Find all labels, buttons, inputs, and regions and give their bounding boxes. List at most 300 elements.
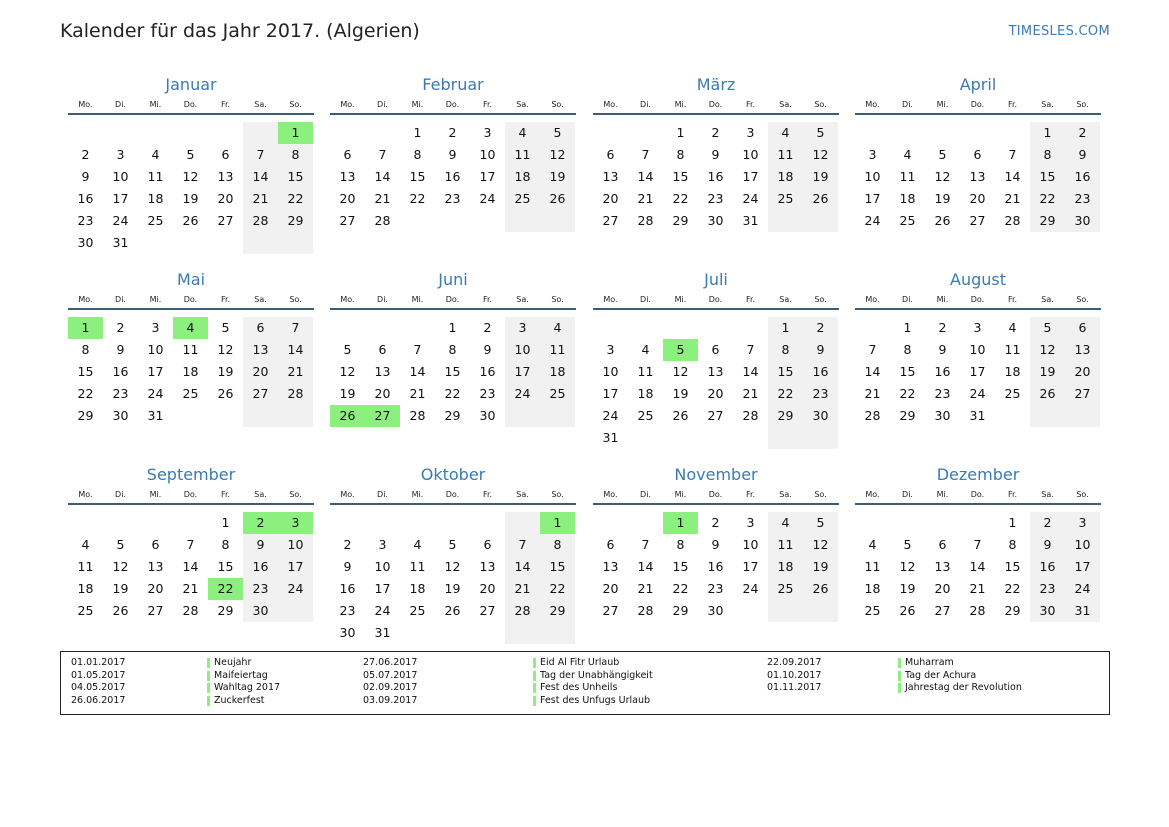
holiday-day-cell[interactable]: 3: [278, 512, 313, 534]
day-cell[interactable]: 15: [77, 364, 94, 379]
day-cell[interactable]: 10: [505, 339, 540, 361]
day-cell[interactable]: 12: [934, 169, 951, 184]
day-cell[interactable]: 12: [672, 364, 689, 379]
day-cell[interactable]: 18: [540, 361, 575, 383]
day-cell[interactable]: 19: [540, 166, 575, 188]
day-cell[interactable]: 19: [444, 581, 461, 596]
day-cell[interactable]: 13: [1065, 339, 1100, 361]
day-cell[interactable]: 28: [505, 600, 540, 622]
day-cell[interactable]: 16: [707, 559, 724, 574]
day-cell[interactable]: 27: [147, 603, 164, 618]
day-cell[interactable]: 17: [969, 364, 986, 379]
day-cell[interactable]: 7: [868, 342, 877, 357]
day-cell[interactable]: 15: [409, 169, 426, 184]
day-cell[interactable]: 3: [1065, 512, 1100, 534]
day-cell[interactable]: 29: [217, 603, 234, 618]
day-cell[interactable]: 26: [934, 213, 951, 228]
day-cell[interactable]: 28: [637, 603, 654, 618]
day-cell[interactable]: 6: [378, 342, 387, 357]
day-cell[interactable]: 22: [278, 188, 313, 210]
day-cell[interactable]: 23: [707, 581, 724, 596]
day-cell[interactable]: 2: [1065, 122, 1100, 144]
day-cell[interactable]: 19: [803, 556, 838, 578]
day-cell[interactable]: 10: [112, 169, 129, 184]
day-cell[interactable]: 17: [742, 169, 759, 184]
day-cell[interactable]: 5: [448, 537, 457, 552]
day-cell[interactable]: 4: [81, 537, 90, 552]
day-cell[interactable]: 17: [864, 191, 881, 206]
day-cell[interactable]: 7: [243, 144, 278, 166]
day-cell[interactable]: 4: [151, 147, 160, 162]
day-cell[interactable]: 2: [711, 515, 720, 530]
day-cell[interactable]: 25: [899, 213, 916, 228]
day-cell[interactable]: 16: [243, 556, 278, 578]
day-cell[interactable]: 7: [378, 147, 387, 162]
day-cell[interactable]: 19: [217, 364, 234, 379]
day-cell[interactable]: 16: [479, 364, 496, 379]
day-cell[interactable]: 4: [641, 342, 650, 357]
day-cell[interactable]: 8: [448, 342, 457, 357]
day-cell[interactable]: 31: [112, 235, 129, 250]
day-cell[interactable]: 4: [1008, 320, 1017, 335]
day-cell[interactable]: 29: [77, 408, 94, 423]
day-cell[interactable]: 21: [374, 191, 391, 206]
day-cell[interactable]: 6: [711, 342, 720, 357]
day-cell[interactable]: 9: [711, 147, 720, 162]
holiday-day-cell[interactable]: 26: [330, 405, 365, 427]
day-cell[interactable]: 20: [1065, 361, 1100, 383]
day-cell[interactable]: 23: [707, 191, 724, 206]
day-cell[interactable]: 2: [711, 125, 720, 140]
day-cell[interactable]: 21: [864, 386, 881, 401]
day-cell[interactable]: 10: [1065, 534, 1100, 556]
day-cell[interactable]: 12: [444, 559, 461, 574]
day-cell[interactable]: 22: [1030, 188, 1065, 210]
day-cell[interactable]: 22: [768, 383, 803, 405]
day-cell[interactable]: 28: [742, 408, 759, 423]
day-cell[interactable]: 18: [768, 556, 803, 578]
day-cell[interactable]: 23: [77, 213, 94, 228]
day-cell[interactable]: 28: [243, 210, 278, 232]
day-cell[interactable]: 1: [448, 320, 457, 335]
day-cell[interactable]: 22: [444, 386, 461, 401]
day-cell[interactable]: 4: [903, 147, 912, 162]
day-cell[interactable]: 31: [1065, 600, 1100, 622]
day-cell[interactable]: 15: [1030, 166, 1065, 188]
day-cell[interactable]: 5: [343, 342, 352, 357]
day-cell[interactable]: 1: [1008, 515, 1017, 530]
day-cell[interactable]: 5: [1030, 317, 1065, 339]
day-cell[interactable]: 15: [672, 559, 689, 574]
day-cell[interactable]: 15: [672, 169, 689, 184]
day-cell[interactable]: 29: [278, 210, 313, 232]
day-cell[interactable]: 6: [973, 147, 982, 162]
day-cell[interactable]: 10: [602, 364, 619, 379]
day-cell[interactable]: 10: [147, 342, 164, 357]
day-cell[interactable]: 30: [339, 625, 356, 640]
day-cell[interactable]: 29: [444, 408, 461, 423]
day-cell[interactable]: 14: [409, 364, 426, 379]
day-cell[interactable]: 1: [903, 320, 912, 335]
day-cell[interactable]: 9: [803, 339, 838, 361]
day-cell[interactable]: 17: [147, 364, 164, 379]
day-cell[interactable]: 2: [116, 320, 125, 335]
day-cell[interactable]: 29: [1004, 603, 1021, 618]
day-cell[interactable]: 13: [602, 169, 619, 184]
day-cell[interactable]: 8: [903, 342, 912, 357]
day-cell[interactable]: 12: [339, 364, 356, 379]
holiday-day-cell[interactable]: 2: [243, 512, 278, 534]
holiday-day-cell[interactable]: 27: [365, 405, 400, 427]
day-cell[interactable]: 14: [637, 559, 654, 574]
day-cell[interactable]: 18: [409, 581, 426, 596]
day-cell[interactable]: 11: [768, 534, 803, 556]
day-cell[interactable]: 15: [278, 166, 313, 188]
day-cell[interactable]: 5: [803, 512, 838, 534]
day-cell[interactable]: 11: [864, 559, 881, 574]
day-cell[interactable]: 9: [81, 169, 90, 184]
day-cell[interactable]: 10: [742, 147, 759, 162]
day-cell[interactable]: 14: [637, 169, 654, 184]
day-cell[interactable]: 15: [540, 556, 575, 578]
day-cell[interactable]: 25: [637, 408, 654, 423]
day-cell[interactable]: 7: [505, 534, 540, 556]
day-cell[interactable]: 27: [217, 213, 234, 228]
day-cell[interactable]: 23: [934, 386, 951, 401]
day-cell[interactable]: 22: [899, 386, 916, 401]
day-cell[interactable]: 2: [448, 125, 457, 140]
day-cell[interactable]: 5: [540, 122, 575, 144]
day-cell[interactable]: 23: [803, 383, 838, 405]
day-cell[interactable]: 3: [378, 537, 387, 552]
day-cell[interactable]: 20: [339, 191, 356, 206]
day-cell[interactable]: 15: [217, 559, 234, 574]
day-cell[interactable]: 12: [803, 144, 838, 166]
day-cell[interactable]: 29: [672, 603, 689, 618]
day-cell[interactable]: 21: [182, 581, 199, 596]
day-cell[interactable]: 30: [1065, 210, 1100, 232]
day-cell[interactable]: 6: [151, 537, 160, 552]
day-cell[interactable]: 20: [707, 386, 724, 401]
day-cell[interactable]: 25: [768, 188, 803, 210]
day-cell[interactable]: 30: [479, 408, 496, 423]
day-cell[interactable]: 7: [641, 537, 650, 552]
day-cell[interactable]: 5: [938, 147, 947, 162]
day-cell[interactable]: 18: [505, 166, 540, 188]
day-cell[interactable]: 7: [641, 147, 650, 162]
day-cell[interactable]: 12: [217, 342, 234, 357]
day-cell[interactable]: 2: [343, 537, 352, 552]
holiday-day-cell[interactable]: 4: [173, 317, 208, 339]
day-cell[interactable]: 22: [540, 578, 575, 600]
day-cell[interactable]: 5: [221, 320, 230, 335]
day-cell[interactable]: 6: [243, 317, 278, 339]
day-cell[interactable]: 12: [182, 169, 199, 184]
day-cell[interactable]: 13: [339, 169, 356, 184]
day-cell[interactable]: 18: [637, 386, 654, 401]
day-cell[interactable]: 24: [742, 581, 759, 596]
day-cell[interactable]: 6: [483, 537, 492, 552]
day-cell[interactable]: 16: [934, 364, 951, 379]
day-cell[interactable]: 29: [899, 408, 916, 423]
day-cell[interactable]: 17: [278, 556, 313, 578]
day-cell[interactable]: 10: [864, 169, 881, 184]
day-cell[interactable]: 16: [803, 361, 838, 383]
brand-link[interactable]: TIMESLES.COM: [1008, 24, 1110, 39]
day-cell[interactable]: 30: [707, 603, 724, 618]
day-cell[interactable]: 12: [112, 559, 129, 574]
day-cell[interactable]: 29: [672, 213, 689, 228]
day-cell[interactable]: 12: [899, 559, 916, 574]
day-cell[interactable]: 20: [374, 386, 391, 401]
day-cell[interactable]: 22: [672, 191, 689, 206]
day-cell[interactable]: 25: [182, 386, 199, 401]
day-cell[interactable]: 30: [1030, 600, 1065, 622]
day-cell[interactable]: 4: [768, 512, 803, 534]
day-cell[interactable]: 26: [182, 213, 199, 228]
day-cell[interactable]: 10: [374, 559, 391, 574]
day-cell[interactable]: 26: [1030, 383, 1065, 405]
day-cell[interactable]: 31: [374, 625, 391, 640]
day-cell[interactable]: 25: [540, 383, 575, 405]
day-cell[interactable]: 1: [221, 515, 230, 530]
day-cell[interactable]: 8: [676, 147, 685, 162]
day-cell[interactable]: 14: [374, 169, 391, 184]
day-cell[interactable]: 6: [1065, 317, 1100, 339]
day-cell[interactable]: 29: [768, 405, 803, 427]
day-cell[interactable]: 26: [672, 408, 689, 423]
day-cell[interactable]: 11: [899, 169, 916, 184]
day-cell[interactable]: 29: [1030, 210, 1065, 232]
day-cell[interactable]: 9: [448, 147, 457, 162]
day-cell[interactable]: 21: [505, 578, 540, 600]
day-cell[interactable]: 24: [479, 191, 496, 206]
day-cell[interactable]: 3: [151, 320, 160, 335]
holiday-day-cell[interactable]: 1: [278, 122, 313, 144]
day-cell[interactable]: 8: [676, 537, 685, 552]
day-cell[interactable]: 28: [637, 213, 654, 228]
day-cell[interactable]: 21: [278, 361, 313, 383]
day-cell[interactable]: 25: [147, 213, 164, 228]
day-cell[interactable]: 13: [147, 559, 164, 574]
holiday-day-cell[interactable]: 5: [663, 339, 698, 361]
day-cell[interactable]: 3: [746, 515, 755, 530]
day-cell[interactable]: 12: [1030, 339, 1065, 361]
day-cell[interactable]: 19: [339, 386, 356, 401]
day-cell[interactable]: 15: [444, 364, 461, 379]
day-cell[interactable]: 7: [186, 537, 195, 552]
day-cell[interactable]: 20: [602, 191, 619, 206]
day-cell[interactable]: 31: [969, 408, 986, 423]
day-cell[interactable]: 21: [637, 581, 654, 596]
day-cell[interactable]: 24: [742, 191, 759, 206]
day-cell[interactable]: 8: [1030, 144, 1065, 166]
day-cell[interactable]: 13: [707, 364, 724, 379]
day-cell[interactable]: 8: [81, 342, 90, 357]
day-cell[interactable]: 23: [479, 386, 496, 401]
day-cell[interactable]: 21: [742, 386, 759, 401]
day-cell[interactable]: 4: [413, 537, 422, 552]
day-cell[interactable]: 10: [278, 534, 313, 556]
day-cell[interactable]: 16: [112, 364, 129, 379]
day-cell[interactable]: 13: [479, 559, 496, 574]
day-cell[interactable]: 17: [602, 386, 619, 401]
day-cell[interactable]: 3: [116, 147, 125, 162]
day-cell[interactable]: 19: [112, 581, 129, 596]
day-cell[interactable]: 20: [479, 581, 496, 596]
day-cell[interactable]: 6: [606, 537, 615, 552]
day-cell[interactable]: 9: [243, 534, 278, 556]
day-cell[interactable]: 13: [969, 169, 986, 184]
day-cell[interactable]: 7: [973, 537, 982, 552]
day-cell[interactable]: 5: [803, 122, 838, 144]
day-cell[interactable]: 26: [112, 603, 129, 618]
day-cell[interactable]: 18: [768, 166, 803, 188]
day-cell[interactable]: 5: [186, 147, 195, 162]
day-cell[interactable]: 4: [868, 537, 877, 552]
day-cell[interactable]: 18: [899, 191, 916, 206]
day-cell[interactable]: 14: [505, 556, 540, 578]
day-cell[interactable]: 27: [934, 603, 951, 618]
day-cell[interactable]: 12: [540, 144, 575, 166]
day-cell[interactable]: 15: [1004, 559, 1021, 574]
day-cell[interactable]: 24: [602, 408, 619, 423]
day-cell[interactable]: 11: [77, 559, 94, 574]
day-cell[interactable]: 22: [672, 581, 689, 596]
day-cell[interactable]: 13: [602, 559, 619, 574]
holiday-day-cell[interactable]: 1: [663, 512, 698, 534]
day-cell[interactable]: 19: [899, 581, 916, 596]
day-cell[interactable]: 28: [278, 383, 313, 405]
day-cell[interactable]: 25: [768, 578, 803, 600]
day-cell[interactable]: 30: [77, 235, 94, 250]
day-cell[interactable]: 30: [803, 405, 838, 427]
day-cell[interactable]: 7: [278, 317, 313, 339]
day-cell[interactable]: 26: [540, 188, 575, 210]
day-cell[interactable]: 13: [217, 169, 234, 184]
day-cell[interactable]: 1: [768, 317, 803, 339]
day-cell[interactable]: 17: [479, 169, 496, 184]
day-cell[interactable]: 4: [540, 317, 575, 339]
day-cell[interactable]: 30: [112, 408, 129, 423]
day-cell[interactable]: 1: [413, 125, 422, 140]
day-cell[interactable]: 8: [221, 537, 230, 552]
day-cell[interactable]: 2: [81, 147, 90, 162]
day-cell[interactable]: 9: [711, 537, 720, 552]
day-cell[interactable]: 14: [969, 559, 986, 574]
day-cell[interactable]: 28: [374, 213, 391, 228]
day-cell[interactable]: 20: [243, 361, 278, 383]
day-cell[interactable]: 11: [147, 169, 164, 184]
day-cell[interactable]: 8: [768, 339, 803, 361]
day-cell[interactable]: 26: [444, 603, 461, 618]
day-cell[interactable]: 22: [77, 386, 94, 401]
day-cell[interactable]: 26: [899, 603, 916, 618]
day-cell[interactable]: 17: [1065, 556, 1100, 578]
day-cell[interactable]: 28: [409, 408, 426, 423]
day-cell[interactable]: 30: [243, 600, 278, 622]
day-cell[interactable]: 20: [602, 581, 619, 596]
day-cell[interactable]: 18: [77, 581, 94, 596]
day-cell[interactable]: 23: [1030, 578, 1065, 600]
day-cell[interactable]: 9: [938, 342, 947, 357]
day-cell[interactable]: 23: [243, 578, 278, 600]
day-cell[interactable]: 22: [1004, 581, 1021, 596]
day-cell[interactable]: 4: [505, 122, 540, 144]
day-cell[interactable]: 13: [934, 559, 951, 574]
day-cell[interactable]: 30: [934, 408, 951, 423]
day-cell[interactable]: 11: [1004, 342, 1021, 357]
day-cell[interactable]: 15: [899, 364, 916, 379]
day-cell[interactable]: 19: [672, 386, 689, 401]
day-cell[interactable]: 3: [746, 125, 755, 140]
day-cell[interactable]: 27: [969, 213, 986, 228]
day-cell[interactable]: 18: [147, 191, 164, 206]
day-cell[interactable]: 15: [768, 361, 803, 383]
day-cell[interactable]: 4: [768, 122, 803, 144]
day-cell[interactable]: 19: [934, 191, 951, 206]
day-cell[interactable]: 11: [768, 144, 803, 166]
day-cell[interactable]: 8: [540, 534, 575, 556]
day-cell[interactable]: 3: [973, 320, 982, 335]
day-cell[interactable]: 6: [221, 147, 230, 162]
day-cell[interactable]: 21: [409, 386, 426, 401]
day-cell[interactable]: 17: [112, 191, 129, 206]
day-cell[interactable]: 8: [278, 144, 313, 166]
day-cell[interactable]: 27: [339, 213, 356, 228]
day-cell[interactable]: 6: [606, 147, 615, 162]
day-cell[interactable]: 27: [1065, 383, 1100, 405]
day-cell[interactable]: 27: [479, 603, 496, 618]
day-cell[interactable]: 2: [938, 320, 947, 335]
day-cell[interactable]: 17: [742, 559, 759, 574]
day-cell[interactable]: 10: [479, 147, 496, 162]
day-cell[interactable]: 26: [803, 578, 838, 600]
day-cell[interactable]: 26: [217, 386, 234, 401]
day-cell[interactable]: 14: [243, 166, 278, 188]
day-cell[interactable]: 31: [147, 408, 164, 423]
day-cell[interactable]: 22: [409, 191, 426, 206]
day-cell[interactable]: 19: [182, 191, 199, 206]
day-cell[interactable]: 3: [606, 342, 615, 357]
day-cell[interactable]: 30: [707, 213, 724, 228]
day-cell[interactable]: 16: [1030, 556, 1065, 578]
holiday-day-cell[interactable]: 1: [540, 512, 575, 534]
day-cell[interactable]: 17: [505, 361, 540, 383]
day-cell[interactable]: 25: [1004, 386, 1021, 401]
day-cell[interactable]: 18: [182, 364, 199, 379]
day-cell[interactable]: 25: [409, 603, 426, 618]
day-cell[interactable]: 28: [182, 603, 199, 618]
day-cell[interactable]: 2: [1030, 512, 1065, 534]
day-cell[interactable]: 13: [243, 339, 278, 361]
day-cell[interactable]: 3: [505, 317, 540, 339]
day-cell[interactable]: 16: [1065, 166, 1100, 188]
day-cell[interactable]: 27: [707, 408, 724, 423]
day-cell[interactable]: 3: [868, 147, 877, 162]
day-cell[interactable]: 21: [637, 191, 654, 206]
day-cell[interactable]: 23: [1065, 188, 1100, 210]
day-cell[interactable]: 20: [934, 581, 951, 596]
day-cell[interactable]: 9: [343, 559, 352, 574]
day-cell[interactable]: 11: [540, 339, 575, 361]
day-cell[interactable]: 11: [409, 559, 426, 574]
day-cell[interactable]: 14: [182, 559, 199, 574]
day-cell[interactable]: 23: [444, 191, 461, 206]
day-cell[interactable]: 21: [243, 188, 278, 210]
day-cell[interactable]: 11: [637, 364, 654, 379]
day-cell[interactable]: 24: [112, 213, 129, 228]
